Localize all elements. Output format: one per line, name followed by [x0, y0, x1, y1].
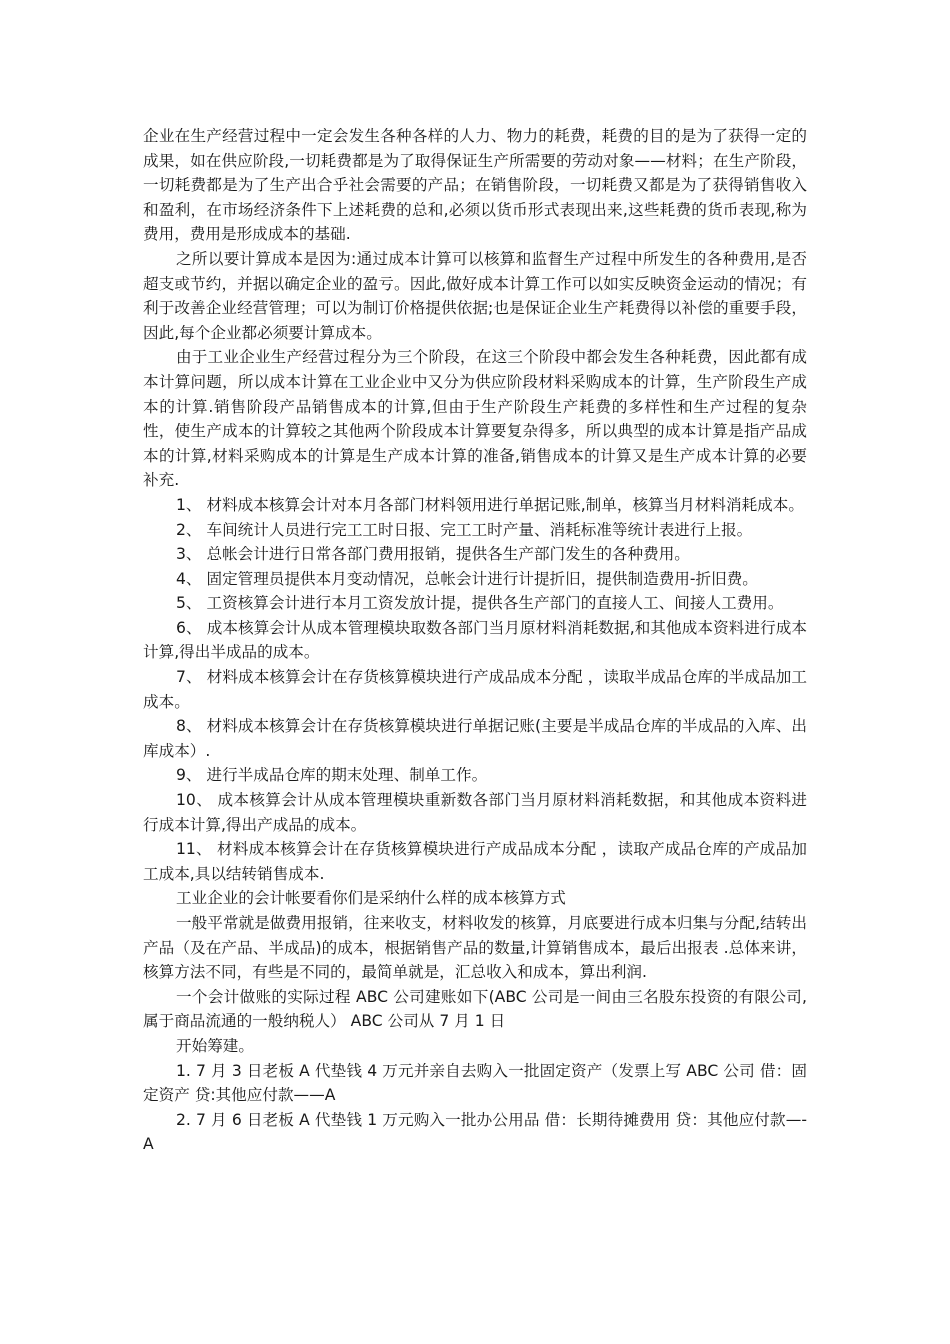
list-item-step-7: 7、 材料成本核算会计在存货核算模块进行产成品成本分配 ，读取半成品仓库的半成品加工成本。 [143, 668, 807, 711]
paragraph-section-heading: 工业企业的会计帐要看你们是采纳什么样的成本核算方式 [176, 889, 566, 908]
list-item-step-8: 8、 材料成本核算会计在存货核算模块进行单据记账(主要是半成品仓库的半成品的入库、出库成本）. [143, 717, 807, 760]
list-item-step-3: 3、 总帐会计进行日常各部门费用报销，提供各生产部门发生的各种费用。 [176, 545, 690, 564]
list-item-step-10: 10、 成本核算会计从成本管理模块重新数各部门当月原材料消耗数据，和其他成本资料进行成本计算,得出产成品的成本。 [143, 791, 807, 834]
document-body [143, 124, 807, 1157]
list-item-step-2: 2、 车间统计人员进行完工工时日报、完工工时产量、消耗标准等统计表进行上报。 [176, 520, 753, 539]
list-item-step-5: 5、 工资核算会计进行本月工资发放计提，提供各生产部门的直接人工、间接人工费用。 [176, 594, 784, 613]
list-item-step-1: 1、 材料成本核算会计对本月各部门材料领用进行单据记账,制单，核算当月材料消耗成本。 [176, 495, 804, 514]
paragraph-why-calculate-cost: 之所以要计算成本是因为:通过成本计算可以核算和监督生产过程中所发生的各种费用,是否超支或节约，并据以确定企业的盈亏。因此,做好成本计算工作可以如实反映资金运动的情况；有利于改善企业经营管理；可以为制订价格提供依据;也是保证企业生产耗费得以补偿的重要手段，因此,每个企业都必须要计算成本。 [143, 249, 807, 342]
list-item-step-11: 11、 材料成本核算会计在存货核算模块进行产成品成本分配 ，读取产成品仓库的产成品加工成本,具以结转销售成本. [143, 840, 807, 883]
list-item-entry-1: 1. 7 月 3 日老板 A 代垫钱 4 万元并亲自去购入一批固定资产（发票上写 ABC 公司 借：固定资产 贷:其他应付款——A [143, 1061, 807, 1105]
list-item-step-4: 4、 固定管理员提供本月变动情况，总帐会计进行计提折旧，提供制造费用-折旧费。 [176, 569, 758, 588]
list-item-step-9: 9、 进行半成品仓库的期末处理、制单工作。 [176, 766, 488, 785]
paragraph-cost-intro: 企业在生产经营过程中一定会发生各种各样的人力、物力的耗费，耗费的目的是为了获得一定的成果，如在供应阶段,一切耗费都是为了取得保证生产所需要的劳动对象——材料；在生产阶段，一切耗费都是为了生产出合乎社会需要的产品；在销售阶段，一切耗费又都是为了获得销售收入和盈利，在市场经济条件下上述耗费的总和,必须以货币形式表现出来,这些耗费的货币表现,称为费用，费用是形成成本的基础. [143, 127, 807, 244]
list-item-entry-2: 2. 7 月 6 日老板 A 代垫钱 1 万元购入一批办公用品 借：长期待摊费用 贷：其他应付款—-A [143, 1110, 807, 1154]
paragraph-three-stages: 由于工业企业生产经营过程分为三个阶段，在这三个阶段中都会发生各种耗费，因此都有成本计算问题，所以成本计算在工业企业中又分为供应阶段材料采购成本的计算，生产阶段生产成本的计算.销售阶段产品销售成本的计算,但由于生产阶段生产耗费的多样性和生产过程的复杂性，使生产成本的计算较之其他两个阶段成本计算要复杂得多，所以典型的成本计算是指产品成本的计算,材料采购成本的计算是生产成本计算的准备,销售成本的计算又是生产成本计算的必要补充. [143, 348, 807, 490]
paragraph-general-practice: 一般平常就是做费用报销，往来收支，材料收发的核算，月底要进行成本归集与分配,结转出产品（及在产品、半成品)的成本，根据销售产品的数量,计算销售成本，最后出报表 .总体来讲，核算方法不同，有些是不同的，最简单就是，汇总收入和成本，算出利润. [143, 914, 807, 982]
list-item-step-6: 6、 成本核算会计从成本管理模块取数各部门当月原材料消耗数据,和其他成本资料进行成本计算,得出半成品的成本。 [143, 618, 807, 662]
paragraph-example-intro: 一个会计做账的实际过程 ABC 公司建账如下(ABC 公司是一间由三名股东投资的有限公司, 属于商品流通的一般纳税人） ABC 公司从 7 月 1 日 [143, 987, 807, 1031]
paragraph-start-preparation: 开始筹建。 [176, 1036, 254, 1055]
